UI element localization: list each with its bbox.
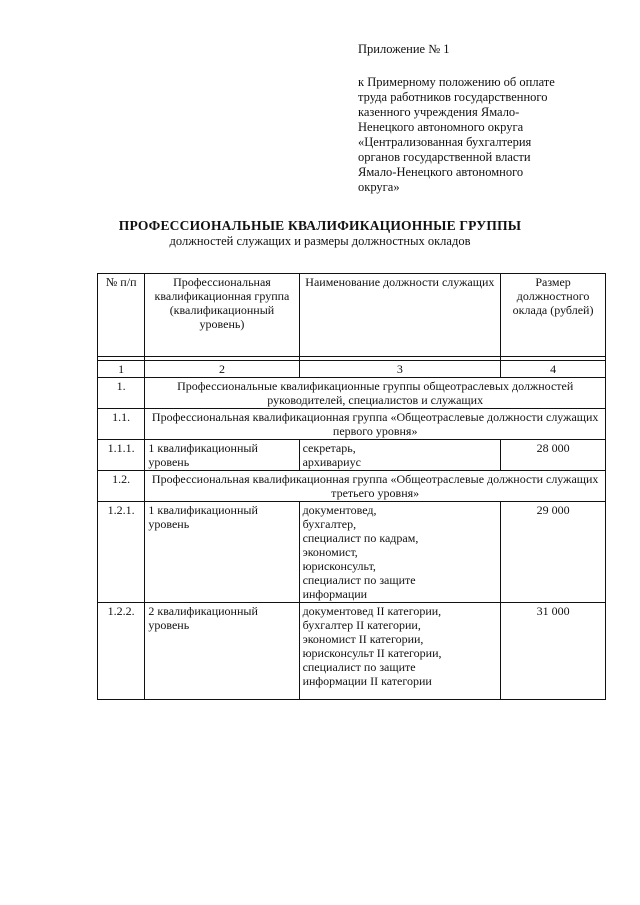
appendix-line: к Примерному положению об оплате bbox=[358, 75, 555, 89]
table-row bbox=[98, 603, 606, 700]
salary-value: 29 000 bbox=[501, 502, 606, 603]
appendix-title: Приложение № 1 bbox=[358, 42, 450, 56]
group-title: Профессиональные квалификационные группы общеотраслевых должностей руководителей, специалистов и служащих bbox=[145, 378, 606, 409]
appendix-line: труда работников государственного bbox=[358, 90, 548, 104]
position-name: документовед II категории, bbox=[302, 604, 442, 618]
position-name: информации II категории bbox=[302, 674, 432, 688]
qualification-level: 1 квалификационный уровень bbox=[145, 440, 299, 471]
position-name: экономист II категории, bbox=[302, 632, 424, 646]
document-heading bbox=[0, 218, 640, 249]
group-title: Профессиональная квалификационная группа «Общеотраслевые должности служащих третьего уровня» bbox=[145, 471, 606, 502]
group-title: Профессиональная квалификационная группа «Общеотраслевые должности служащих первого уровня» bbox=[145, 409, 606, 440]
header-positions: Наименование должности служащих bbox=[299, 274, 501, 357]
position-name: информации bbox=[302, 587, 368, 601]
column-numbers-row bbox=[98, 361, 606, 378]
positions-list bbox=[299, 440, 501, 471]
position-name: документовед, bbox=[302, 503, 377, 517]
column-number: 1 bbox=[98, 361, 145, 378]
position-name: секретарь, bbox=[302, 441, 356, 455]
table-row bbox=[98, 409, 606, 440]
position-name: специалист по кадрам, bbox=[302, 531, 419, 545]
position-name: юрисконсульт, bbox=[302, 559, 376, 573]
appendix-line: казенного учреждения Ямало- bbox=[358, 105, 520, 119]
row-number: 1.2. bbox=[98, 471, 145, 502]
column-number: 4 bbox=[501, 361, 606, 378]
header-group: Профессиональная квалификационная группа (квалификационный уровень) bbox=[145, 274, 299, 357]
row-number: 1.1. bbox=[98, 409, 145, 440]
row-number: 1.2.2. bbox=[98, 603, 145, 700]
table-row bbox=[98, 378, 606, 409]
appendix-line: Ямало-Ненецкого автономного bbox=[358, 165, 524, 179]
position-name: специалист по защите bbox=[302, 573, 416, 587]
positions-list bbox=[299, 603, 501, 700]
column-number: 2 bbox=[145, 361, 299, 378]
positions-list bbox=[299, 502, 501, 603]
row-number: 1.1.1. bbox=[98, 440, 145, 471]
position-name: архивариус bbox=[302, 455, 361, 469]
appendix-block bbox=[358, 42, 608, 195]
table-row bbox=[98, 440, 606, 471]
appendix-line: Ненецкого автономного округа bbox=[358, 120, 524, 134]
header-salary: Размер должностного оклада (рублей) bbox=[501, 274, 606, 357]
document-subtitle: должностей служащих и размеры должностных окладов bbox=[169, 234, 471, 248]
row-number: 1. bbox=[98, 378, 145, 409]
row-number: 1.2.1. bbox=[98, 502, 145, 603]
column-number: 3 bbox=[299, 361, 501, 378]
position-name: бухгалтер, bbox=[302, 517, 357, 531]
position-name: специалист по защите bbox=[302, 660, 416, 674]
table-row bbox=[98, 502, 606, 603]
appendix-line: органов государственной власти bbox=[358, 150, 531, 164]
header-num: № п/п bbox=[98, 274, 145, 357]
table-row bbox=[98, 471, 606, 502]
salary-value: 28 000 bbox=[501, 440, 606, 471]
salary-value: 31 000 bbox=[501, 603, 606, 700]
position-name: экономист, bbox=[302, 545, 358, 559]
appendix-line: округа» bbox=[358, 180, 400, 194]
table-header-row bbox=[98, 274, 606, 357]
position-name: бухгалтер II категории, bbox=[302, 618, 421, 632]
position-name: юрисконсульт II категории, bbox=[302, 646, 442, 660]
qualification-level: 2 квалификационный уровень bbox=[145, 603, 299, 700]
document-title: ПРОФЕССИОНАЛЬНЫЕ КВАЛИФИКАЦИОННЫЕ ГРУППЫ bbox=[118, 218, 522, 233]
salary-table bbox=[97, 273, 606, 700]
appendix-line: «Централизованная бухгалтерия bbox=[358, 135, 532, 149]
qualification-level: 1 квалификационный уровень bbox=[145, 502, 299, 603]
